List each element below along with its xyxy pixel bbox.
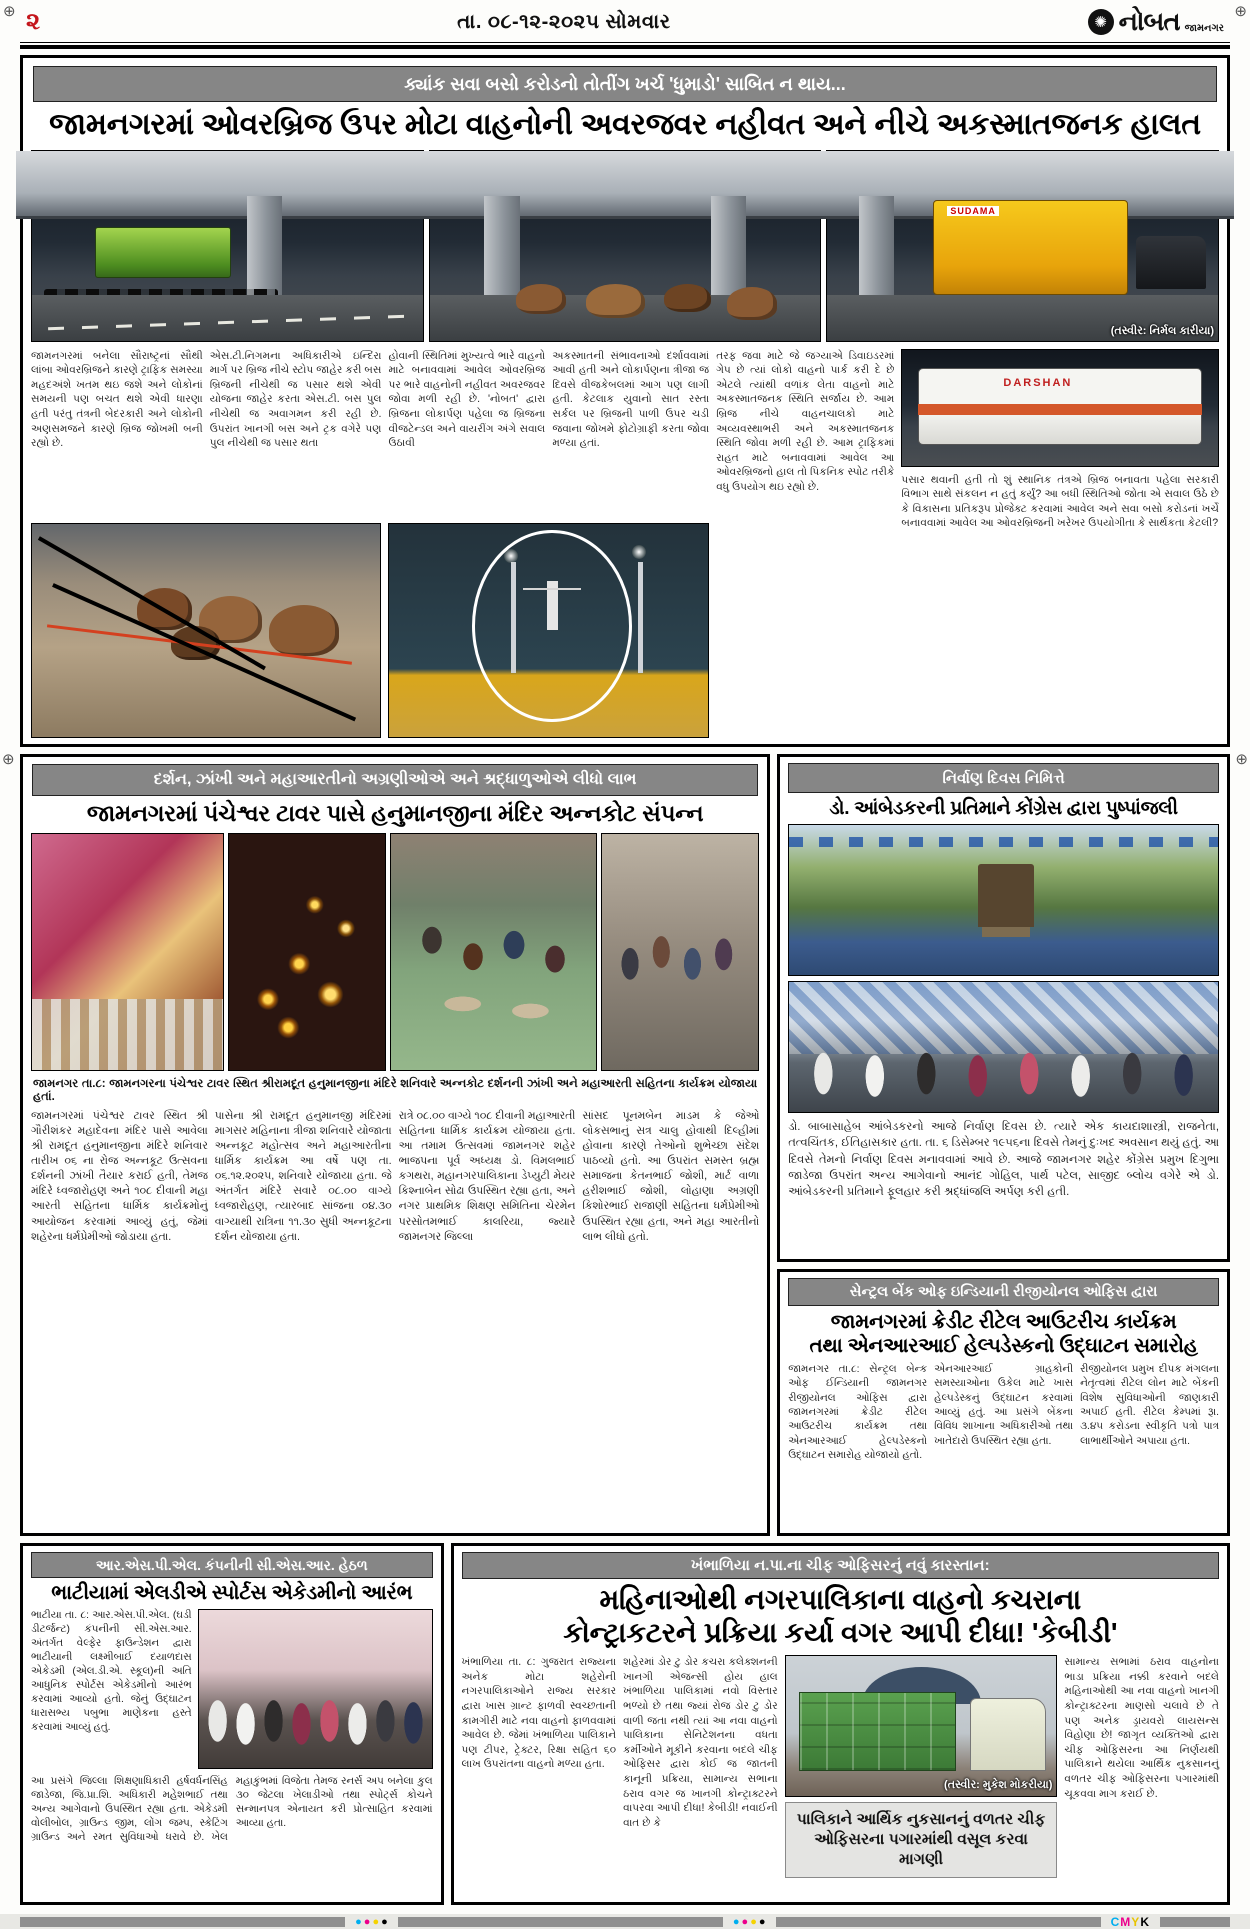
khambhalia-body-col-2: શહેરમાં ડોર ટુ ડોર કચરા કલેક્શનની ખાનગી એજન્સી હોય હાલ ખંભાળિયા પાલિકામાં નવો વિસ્તાર ભળ્યો છે તથા જ્યાં રોજ ડોર ટુ ડોર વાળી જતા નથી ત્યાં આ નવા વાહનો પાલિકાના સેનિટેશનના વધતા કર્મીઓને મૂકીને કરવાના બદલે ચીફ ઓફિસર દ્વારા કોઈ જ જાતની કાનૂની પ્રક્રિયા, સામાન્ય સભાના ઠરાવ વગર જ ખાનગી કોન્ટ્રાક્ટરને વાપરવા આપી દીધા! કેબીડી! નવાઈની વાત છે કે xyxy=(623,1656,778,1829)
rspl-body-col-1: ભાટીયા તા. ૮: આર.એસ.પી.એલ. (ઘડી ડીટર્જન્ટ) કંપનીની સી.એસ.આર. અંતર્ગત વેલ્ફેર ફાઉન્ડેશન દ્વારા ભાટીયાની લક્ષ્મીબાઈ દયાળદાસ એકેડમી (એલ.ડી.એ. સ્કૂલ)ની અતિ આધુનિક સ્પોર્ટસ એકેડમીનો આરંભ કરવામાં આવ્યો હતો. જેનું ઉદ્ઘાટન ધારાસભ્ય પબુભા માણેકના હસ્તે કરવામાં આવ્યું હતું. xyxy=(31,1610,192,1734)
photo-rspl-inauguration-group xyxy=(198,1609,433,1769)
newspaper-logo-city: જામનગર xyxy=(1184,23,1224,34)
cmyk-dots-icon: ● ● ● ● xyxy=(355,1916,388,1928)
photo-darshan-bus xyxy=(901,349,1219,467)
photo-cows-roadside-annotated xyxy=(31,523,381,738)
cow-shape xyxy=(664,284,711,313)
page-date: તા. ૦૮-૧૨-૨૦૨૫ સોમવાર xyxy=(457,10,671,33)
lead-body-col-2: એસ.ટી.નિગમના અધિકારીએ ઇન્દિરા માર્ગ પર બ્રિજ નીચે સ્ટોપ જાહેર કરી બસ બ્રિજની નીચેથી જ પસાર થશે એવી યોજના જાહેર કરતા એસ.ટી. બસ પુલ નીચેથી જ અવાગમન કરી રહી છે. ઉપરાંત ખાનગી બસ અને ટ્રક વગેરે પણ પુલ નીચેથી જ પસાર થતા xyxy=(209,349,382,450)
bank-body-col-2: એનઆરઆઈ ગ્રાહકોની સમસ્યાઓના ઉકેલ માટે ખાસ હેલ્પડેસ્કનું ઉદ્ઘાટન કરવામાં આવ્યું હતું. આ પ્રસંગે બેંકના વિવિધ શાખાના અધિકારીઓ તથા ખાતેદારો ઉપસ્થિત રહ્યા હતા. xyxy=(934,1364,1074,1447)
cow-shape xyxy=(586,284,645,318)
footer-bar xyxy=(20,1917,345,1927)
masthead xyxy=(0,0,1250,42)
photo-overbridge-bikes xyxy=(31,150,424,342)
bank-headline-line-2: તથા એનઆરઆઈ હેલ્પડેસ્કનો ઉદ્ઘાટન સમારોહ xyxy=(809,1335,1198,1357)
lead-article xyxy=(20,55,1230,747)
registration-mark-icon: ⊕ xyxy=(1234,3,1247,20)
people-shapes xyxy=(602,834,758,1070)
truck-cab-shape xyxy=(970,1698,1046,1771)
people-shapes xyxy=(199,1670,432,1768)
khambhalia-headline-line-2: કોન્ટ્રાકટરને પ્રક્રિયા કર્યા વગર આપી દીધા! 'કેબીડી' xyxy=(563,1617,1118,1649)
photo-devotee-group xyxy=(601,833,759,1071)
lamp-flames-shape xyxy=(229,834,385,1070)
hanuman-kicker: દર્શન, ઝાંખી અને મહાઆરતીનો અગ્રણીઓએ અને શ્રદ્ધાળુઓએ લીધો લાભ xyxy=(32,764,758,796)
hanuman-body-col-1: જામનગરમાં પંચેશ્વર ટાવર સ્થિત શ્રી ગૌરીશંકર મહાદેવના મંદિર પાસે આવેલા શ્રી રામદૂત હનુમાનજીના મંદિરે શનિવાર તારીખ ૦૬ ના રોજ અન્નકૂટ ઉત્સવના દર્શનની ઝાંખી તૈયાર કરાઈ હતી, તેમજ મંદિરે ધ્વજારોહણ અને ૧૦૮ દીવાની મહા આરતી સહિતના ધાર્મિક કાર્યક્રમોનું આયોજન કરવામાં આવ્યું હતું, જેમાં શહેરના ધર્મપ્રેમીઓ જોડાયા હતા. xyxy=(31,1109,208,1243)
photo-credit: (તસ્વીર: નિર્મલ કારીયા) xyxy=(1110,324,1215,337)
green-bus-shape xyxy=(95,227,232,278)
ambedkar-body: ડો. બાબાસાહેબ આંબેડકરનો આજે નિર્વાણ દિવસ છે. ત્યારે એક કાયદાશાસ્ત્રી, રાજનેતા, તત્વચિંતક, ઈતિહાસકાર હતા. તા. ૬ ડિસેમ્બર ૧૯૫૬ના દિવસે તેમનું દુઃખદ અવસાન થયું હતું. આ દિવસે તેમનો નિર્વાણ દિવસ મનાવવામાં આવે છે. આજે જામનગર શહેર કોંગ્રેસ પ્રમુખ દિગુભા જાડેજા ઉપરાંત અન્ય આગેવાનો આનંદ ગોહિલ, પાર્થ પટેલ, સાજીદ બ્લોચ વગેરે એ ડો. આંબેડકરની પ્રતિમાને ફૂલહાર કરી શ્રદ્ધાંજલિ અર્પણ કરી હતી. xyxy=(788,1121,1219,1199)
ambedkar-article xyxy=(777,754,1230,1262)
photo-cows-under-bridge xyxy=(429,150,822,342)
lead-headline: જામનગરમાં ઓવરબ્રિજ ઉપર મોટા વાહનોની અવરજવર નહીવત અને નીચે અકસ્માતજનક હાલત xyxy=(49,108,1201,141)
photo-ambedkar-statue xyxy=(788,824,1219,976)
lead-body xyxy=(31,349,1219,738)
nobat-logo-icon: ✺ xyxy=(1088,9,1114,35)
lead-kicker: ક્યાંક સવા બસો કરોડનો તોતીંગ ખર્ચ 'ધુમાડો' સાબિત ન થાય... xyxy=(33,66,1217,102)
hanuman-body-col-3: રાત્રે ૦૮.૦૦ વાગ્યે ૧૦૮ દીવાની મહાઆરતી સહિતના ધાર્મિક કાર્યક્રમ યોજાયા હતા. આ તમામ ઉત્સવમાં જામનગર શહેર ભાજપના પૂર્વ અધ્યક્ષ ડો. વિમલભાઈ કગથરા, મહાનગરપાલિકાના ડેપ્યુટી મેયર કિશ્નાબેન સોઢા ઉપસ્થિત રહ્યા હતા, અને નગર પ્રાથમિક શિક્ષણ સમિતિના ચેરમેન પરસોતમભાઈ કાલરિયા, જ્યારે જામનગર જિલ્લા xyxy=(398,1109,576,1243)
khambhalia-article xyxy=(451,1543,1231,1905)
cow-shape xyxy=(727,287,778,319)
photo-yellow-bus xyxy=(826,150,1219,342)
bus-name-label: DARSHAN xyxy=(1003,377,1073,390)
newspaper-logo-name: નોબત xyxy=(1118,6,1180,36)
dark-suv-shape xyxy=(1136,236,1206,289)
bank-headline xyxy=(788,1310,1219,1358)
photo-temple-annakut xyxy=(31,833,224,1071)
bank-article xyxy=(777,1269,1230,1536)
rspl-article xyxy=(20,1543,444,1905)
registration-mark-icon: ⊕ xyxy=(2,751,15,768)
bank-kicker: સેન્ટ્રલ બેંક ઓફ ઇન્ડિયાની રીજીયોનલ ઓફિસ દ્વારા xyxy=(788,1278,1219,1306)
lead-body-col-5: તરફ જવા માટે જે જગ્યાએ ડિવાઇડરમાં ગેપ છે ત્યાં લોકો વાહનો પાર્ક કરી દે છે એટલે ત્યાંથી વળાંક લેતા વાહનો માટે અકસ્માતજનક સ્થિતિ સર્જાય છે. આમ બ્રિજ નીચે વાહનચાલકો માટે અવ્યવસ્થાભરી અને અકસ્માતજનક સ્થિતિ જોવા મળી રહી છે. આમ ટ્રાફિકમાં રાહત માટે બનાવવામાં આવેલ આ ઓવરબ્રિજનો હાલ તો પિકનિક સ્પોટ તરીકે વધુ ઉપયોગ થઇ રહ્યો છે. xyxy=(716,349,895,494)
cmyk-label: CMYK xyxy=(1110,1915,1150,1929)
footer-bar xyxy=(776,1917,1101,1927)
highlight-circle xyxy=(472,530,631,722)
lead-body-col-6: પસાર થવાની હતી તો શું સ્થાનિક તંત્રએ બ્રિજ બનાવતા પહેલા સરકારી વિભાગ સાથે સંકલન ન હતું કર્યું? આ બધી સ્થિતિઓ જોતા એ સવાલ ઉઠે છે કે વિકાસના પ્રતિકરૂપ પ્રોજેક્ટ કરવામાં આવેલ અને સવા બસો કરોડનાં ખર્ચે બનાવવામાં આવેલ આ ઓવરબ્રિજની ખરેખર ઉપયોગીતા કે સાર્થકતા કેટલી? xyxy=(901,473,1219,530)
masthead-rule xyxy=(20,42,1230,49)
lead-body-col-4: અકસ્માતની સંભાવનાઓ દર્શાવવામાં આવી હતી અને લોકાર્પણના ત્રીજા જ દિવસે વીજકેબલમાં આગ પણ લાગી હતી. કેટલાક યુવાનો સાત રસ્તા સર્કલ પર બ્રિજની પાળી ઉપર ચડી જવાના જોખમે ફોટોગ્રાફી કરતા જોવા મળ્યા હતાં. xyxy=(552,349,710,450)
hanuman-body xyxy=(31,1109,759,1527)
green-truck-shape xyxy=(799,1692,956,1770)
rspl-body-continued: આ પ્રસંગે જિલ્લા શિક્ષણાધિકારી હર્ષવર્ધનસિંહ જાડેજા, જિ.પ્રા.શિ. અધિકારી મહેશભાઈ તથા અન્ય આગેવાનો ઉપસ્થિત રહ્યા હતા. એકેડમી વોલીબોલ, ગ્રાઉન્ડ જીમ, લોંગ જમ્પ, સ્કેટિંગ ગ્રાઉન્ડ અને રમત સુવિધાઓ ધરાવે છે. ખેલ મહાકુંભમાં વિજેતા તેમજ રનર્સ અપ બનેલા કુલ ૩૦ જેટલા ખેલાડીઓ તથા સ્પોર્ટ્સ કોચને સન્માનપત્ર એનાયત કરી પ્રોત્સાહિત કરવામાં આવ્યા હતા. xyxy=(31,1776,433,1844)
offering-dishes-shape xyxy=(32,999,223,1070)
newspaper-logo xyxy=(1088,6,1224,38)
hanuman-body-col-2: પાસેના શ્રી રામદૂત હનુમાનજી મંદિરમાં માગસર મહિનાના ત્રીજા શનિવારે યોજાતા અન્નકૂટ મહોત્સવ અને મહાઆરતીના ધાર્મિક કાર્યક્રમ આ વર્ષે પણ તા. ૦૬.૧૨.૨૦૨૫, શનિવારે યોજાયા હતા. જે અંતર્ગત મંદિરે સવારે ૦૮.૦૦ વાગ્યે ધ્વજારોહણ, ત્યારબાદ સાંજના ૦૪.૩૦ વાગ્યાથી રાત્રિના ૧૧.૩૦ સુધી અન્નકૂટના દર્શન યોજાયા હતા. xyxy=(214,1109,392,1243)
cow-shape xyxy=(269,605,339,656)
photo-municipal-trucks xyxy=(785,1655,1058,1797)
hanuman-photo-collage xyxy=(31,833,759,1071)
khambhalia-highlight-box: પાલિકાને આર્થિક નુકસાનનું વળતર ચીફ ઓફિસરના પગારમાંથી વસૂલ કરવા માગણી xyxy=(785,1802,1058,1878)
rspl-headline: ભાટીયામાં એલડીએ સ્પોર્ટસ એકેડમીનો આરંભ xyxy=(51,1582,413,1604)
registration-mark-icon: ⊕ xyxy=(3,3,16,20)
page-number: ૨ xyxy=(26,8,41,35)
lead-body-col-3: હોવાની સ્થિતિમાં મુખ્યત્વે ભારે વાહનો માટે બનાવવામાં આવેલ ઓવરબ્રિજ પર ભારે વાહનોની નહીવત અવરજવર જોવા મળી રહી છે. 'નોબત' દ્વારા બ્રિજના લોકાર્પણ પહેલા જ બ્રિજના વીજટેન્ડલ અને વાયરીંગ અંગે સવાલ ઉઠાવી xyxy=(388,349,546,450)
cmyk-dots-icon: ● ● ● ● xyxy=(732,1916,766,1928)
hanuman-article xyxy=(20,754,770,1536)
bus-stripe-shape xyxy=(918,404,1202,414)
photo-man-on-bridge-circled xyxy=(388,523,709,738)
registration-mark-icon: ⊕ xyxy=(1235,751,1248,768)
footer-bar xyxy=(1160,1917,1230,1927)
yellow-bus-shape xyxy=(933,200,1128,295)
cow-shape xyxy=(516,284,567,314)
statue-shape xyxy=(978,864,1034,927)
hanuman-dateline: જામનગર તા.૮: જામનગરના પંચેશ્વર ટાવર સ્થિત શ્રીરામદૂત હનુમાનજીના મંદિરે શનિવારે અન્નકોટ દર્શનની ઝાંખી અને મહાઆરતી સહિતના કાર્યક્રમ યોજાયા હતાં. xyxy=(33,1077,758,1103)
footer-bar xyxy=(398,1917,723,1927)
photo-congress-group xyxy=(788,981,1219,1113)
lead-photo-row xyxy=(31,150,1219,342)
bank-body-col-3: રીજીયોનલ પ્રમુખ દીપક મંગલના નેતૃત્વમાં રીટેલ લોન માટે બેંકની વિશેષ સુવિધાઓની જાણકારી અપાઈ હતી. રીટેલ કેમ્પમાં રૂા. ૩.૪૫ કરોડના સ્વીકૃતિ પત્રો પાત્ર લાભાર્થીઓને અપાયા હતા. xyxy=(1080,1364,1219,1447)
khambhalia-body-col-3: સામાન્ય સભામાં ઠરાવ વાહનોના ભાડા પ્રક્રિયા નક્કી કરવાને બદલે મહિનાઓથી આ નવા વાહનો ખાનગી કોન્ટ્રાક્ટરના માણસો ચલાવે છે તે પણ અનેક ડ્રાયવરો લાયસન્સ વિહોણા છે! જાગૃત વ્યક્તિઓ દ્વારા ચીફ ઓફિસરના આ નિર્ણયથી પાલિકાને થયેલા આર્થિક નુકસાનનું વળતર ચીફ ઓફિસરના પગારમાંથી ચૂકવવા માગ કરાઈ છે. xyxy=(1064,1656,1220,1800)
khambhalia-headline xyxy=(462,1583,1220,1649)
bank-headline-line-1: જામનગરમાં ક્રેડીટ રીટેલ આઉટરીચ કાર્યક્રમ xyxy=(830,1311,1177,1333)
hanuman-body-col-4: સાંસદ પૂનમબેન માડમ કે જેઓ લોકસભાનું સત્ર ચાલુ હોવાથી દિલ્હીમાં હોવાના કારણે તેઓનો શુભેચ્છા સંદેશ પાઠવ્યો હતો. આ ઉપરાંત સમસ્ત બ્રહ્મ સમાજના કેતનભાઈ જોશી, માર્ટ વાળા હરીશભાઈ જોશી, લોહાણા અગ્રણી કિશોરભાઈ રાજાણી સહિતના ધર્મપ્રેમીઓ ઉપસ્થિત રહ્યા હતા, અને મહા આરતીનો લાભ લીધો હતો. xyxy=(582,1109,760,1243)
ambedkar-headline: ડો. આંબેડકરની પ્રતિમાને કોંગ્રેસ દ્વારા પુષ્પાંજલી xyxy=(829,798,1178,819)
people-shapes xyxy=(789,1032,1218,1113)
print-registration-strip xyxy=(20,1915,1230,1929)
ambedkar-kicker: નિર્વાણ દિવસ નિમિત્તે xyxy=(788,763,1219,793)
bank-body xyxy=(788,1363,1219,1527)
photo-diya-lamps xyxy=(228,833,386,1071)
khambhalia-body-col-1: ખંભાળિયા તા. ૮: ગુજરાત રાજ્યના અનેક મોટા શહેરોની નગરપાલિકાઓને રાજ્ય સરકાર દ્વારા ખાસ ગ્રાન્ટ ફાળવી સ્વચ્છતાની કામગીરી માટે નવા વાહનો ફાળવવામાં આવેલ છે. જેમાં ખંભાળિયા પાલિકાને પણ ટીપર, ટ્રેક્ટર, રિક્ષા સહિત ૬૦ લાખ ઉપરાંતના વાહનો મળ્યા હતા. xyxy=(461,1656,617,1771)
people-shapes xyxy=(391,834,596,1070)
rspl-kicker: આર.એસ.પી.એલ. કંપનીની સી.એસ.આર. હેઠળ xyxy=(31,1552,433,1578)
bus-name-label: SUDAMA xyxy=(947,206,999,216)
bank-body-col-1: જામનગર તા.૮: સેન્ટ્રલ બેન્ક ઓફ ઈન્ડિયાની જામનગર રીજીયોનલ ઓફિસ દ્વારા જામનગરમાં ક્રેડીટ રીટેલ આઉટરીચ કાર્યક્રમ તથા એનઆરઆઈ હેલ્પડેસ્કનો ઉદ્ઘાટન સમારોહ યોજાયો હતો. xyxy=(788,1364,928,1462)
lead-body-col-1: જામનગરમાં બનેલા સૌરાષ્ટ્રનાં સૌથી લાંબા ઓવરબ્રિજને કારણે ટ્રાફિક સમસ્યા મહદઅંશે ખતમ થઇ જશે અને લોકોનાં સમયની પણ બચત થશે એવી ધારણા હતી પરંતુ તંત્રની બેદરકારી અને લોકોની અણસમજને કારણે બ્રિજ જોખમી બની રહ્યો છે. xyxy=(31,349,203,450)
blue-flags-shape xyxy=(789,837,1218,847)
khambhalia-kicker: ખંભાળિયા ન.પા.ના ચીફ ઓફિસરનું નવું કારસ્તાન: xyxy=(462,1552,1220,1579)
photo-devotees-drums xyxy=(390,833,597,1071)
photo-credit: (તસ્વીર: મુકેશ મોકરીયા) xyxy=(944,1778,1053,1791)
khambhalia-body xyxy=(462,1655,1220,1896)
hanuman-headline: જામનગરમાં પંચેશ્વર ટાવર પાસે હનુમાનજીના મંદિર અન્નકોટ સંપન્ન xyxy=(86,800,704,826)
khambhalia-headline-line-1: મહિનાઓથી નગરપાલિકાના વાહનો કચરાના xyxy=(599,1584,1081,1615)
